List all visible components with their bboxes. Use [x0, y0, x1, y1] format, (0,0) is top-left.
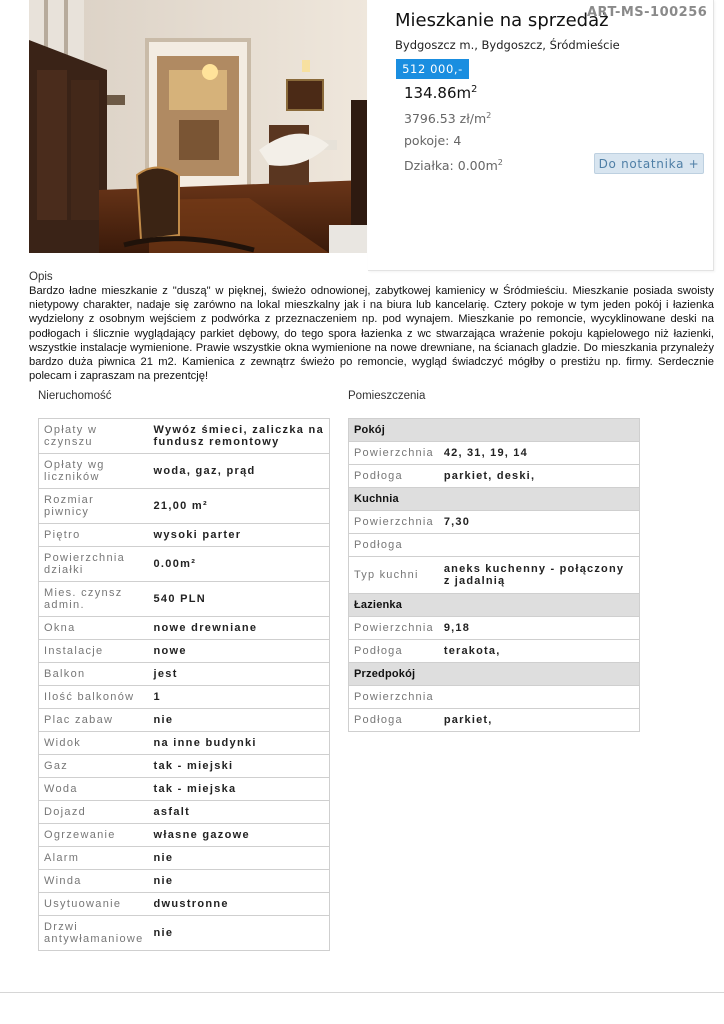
room-key: Powierzchnia [349, 686, 439, 709]
property-row [39, 824, 330, 847]
room-group-name: Przedpokój [349, 663, 640, 686]
property-key: Opłaty wg liczników [39, 454, 149, 489]
property-value: nie [149, 870, 330, 893]
property-key: Dojazd [39, 801, 149, 824]
room-group-header [349, 419, 640, 442]
plot-area: Działka: $0.00m^2$ [404, 157, 503, 174]
property-row [39, 686, 330, 709]
property-key: Mies. czynsz admin. [39, 582, 149, 617]
property-section-label: Nieruchomość [38, 390, 112, 402]
property-key: Usytuowanie [39, 893, 149, 916]
room-value: 9,18 [439, 617, 640, 640]
property-key: Opłaty w czynszu [39, 419, 149, 454]
property-key: Powierzchnia działki [39, 547, 149, 582]
property-value: 21,00 m² [149, 489, 330, 524]
room-key: Powierzchnia [349, 511, 439, 534]
rooms-section-label: Pomieszczenia [348, 390, 426, 402]
rooms-count: pokoje: 4 [404, 133, 462, 148]
property-row [39, 893, 330, 916]
property-row [39, 454, 330, 489]
property-value: dwustronne [149, 893, 330, 916]
property-row [39, 916, 330, 951]
property-key: Alarm [39, 847, 149, 870]
property-key: Piętro [39, 524, 149, 547]
room-value [439, 534, 640, 557]
property-value: własne gazowe [149, 824, 330, 847]
room-value: parkiet, [439, 709, 640, 732]
room-key: Typ kuchni [349, 557, 439, 594]
listing-location: Bydgoszcz m., Bydgoszcz, Śródmieście [395, 38, 620, 52]
property-row [39, 755, 330, 778]
property-row [39, 489, 330, 524]
property-row [39, 801, 330, 824]
property-key: Gaz [39, 755, 149, 778]
property-row [39, 847, 330, 870]
room-row [349, 709, 640, 732]
room-row [349, 617, 640, 640]
property-key: Woda [39, 778, 149, 801]
room-group-name: Pokój [349, 419, 640, 442]
price-per-m2: 3796.53 $zł/m^2$ [404, 110, 492, 127]
room-row [349, 534, 640, 557]
property-key: Winda [39, 870, 149, 893]
room-group-name: Kuchnia [349, 488, 640, 511]
room-key: Powierzchnia [349, 442, 439, 465]
property-key: Widok [39, 732, 149, 755]
property-value: nie [149, 916, 330, 951]
add-to-notebook-button[interactable]: Do notatnika + [594, 153, 704, 174]
room-value: 7,30 [439, 511, 640, 534]
property-key: Balkon [39, 663, 149, 686]
property-key: Rozmiar piwnicy [39, 489, 149, 524]
property-key: Ogrzewanie [39, 824, 149, 847]
description-text: Bardzo ładne mieszkanie z "duszą" w pięknej, świeżo odnowionej, zabytkowej kamienicy w Śródmieściu. Mieszkanie posiada swoisty nietypowy charakter, nadaje się zarówno na lokal mieszkalny jak i na biura lub kancelarię. Cztery pokoje w tym jeden pokój i łazienka wydzielony z osobnym wejściem z podwórka z przeznaczeniem np. pod wynajem. Mieszkanie po remoncie, wycyklinowane deski na podłogach i ślicznie wyglądający parkiet dębowy, do tego spora łazienka z wc stwarzająca wrażenie pokoju kąpielowego niż łazienki, wszystkie instalacje wymienione. Prawie wszystkie okna wymienione na nowe drewniane, na ścianach gladzie. Do mieszkania przynależy bardzo duża piwnica 21 m2. Kamienica z zewnątrz świeżo po remoncie, wygląd świadczyć mógłby o prestiżu np. firmy. Serdecznie polecam i zapraszam na prezentcję! [29, 285, 714, 383]
property-key: Drzwi antywłamaniowe [39, 916, 149, 951]
room-group-header [349, 488, 640, 511]
room-value: 42, 31, 19, 14 [439, 442, 640, 465]
room-row [349, 640, 640, 663]
room-value [439, 686, 640, 709]
property-value: jest [149, 663, 330, 686]
footer-divider [0, 992, 724, 993]
property-value: nowe [149, 640, 330, 663]
property-value: 1 [149, 686, 330, 709]
room-row [349, 442, 640, 465]
room-key: Podłoga [349, 534, 439, 557]
property-key: Instalacje [39, 640, 149, 663]
property-row [39, 582, 330, 617]
price-badge: 512 000,- [396, 59, 469, 79]
property-value: 540 PLN [149, 582, 330, 617]
property-row [39, 870, 330, 893]
room-key: Powierzchnia [349, 617, 439, 640]
property-value: wysoki parter [149, 524, 330, 547]
property-value: nie [149, 847, 330, 870]
property-row [39, 617, 330, 640]
property-row [39, 419, 330, 454]
room-row [349, 511, 640, 534]
property-details-table [38, 418, 330, 951]
listing-photo[interactable] [29, 0, 367, 253]
property-key: Ilość balkonów [39, 686, 149, 709]
property-row [39, 547, 330, 582]
property-value: Wywóz śmieci, zaliczka na fundusz remontowy [149, 419, 330, 454]
room-group-header [349, 594, 640, 617]
room-value: aneks kuchenny - połączony z jadalnią [439, 557, 640, 594]
room-row [349, 557, 640, 594]
property-row [39, 778, 330, 801]
listing-code: ART-MS-100256 [587, 5, 708, 20]
area-value: $134.86m^2$ [404, 84, 478, 102]
description-label: Opis [29, 271, 53, 283]
property-row [39, 732, 330, 755]
property-row [39, 640, 330, 663]
property-value: asfalt [149, 801, 330, 824]
property-key: Plac zabaw [39, 709, 149, 732]
room-key: Podłoga [349, 709, 439, 732]
property-row [39, 663, 330, 686]
room-value: parkiet, deski, [439, 465, 640, 488]
room-value: terakota, [439, 640, 640, 663]
property-row [39, 709, 330, 732]
room-group-name: Łazienka [349, 594, 640, 617]
property-value: 0.00m² [149, 547, 330, 582]
property-value: na inne budynki [149, 732, 330, 755]
property-value: nowe drewniane [149, 617, 330, 640]
property-value: nie [149, 709, 330, 732]
room-group-header [349, 663, 640, 686]
property-row [39, 524, 330, 547]
room-row [349, 465, 640, 488]
room-row [349, 686, 640, 709]
property-value: tak - miejski [149, 755, 330, 778]
room-key: Podłoga [349, 640, 439, 663]
property-key: Okna [39, 617, 149, 640]
room-key: Podłoga [349, 465, 439, 488]
listing-title: Mieszkanie na sprzedaż [395, 10, 609, 31]
rooms-table [348, 418, 640, 732]
property-value: tak - miejska [149, 778, 330, 801]
property-value: woda, gaz, prąd [149, 454, 330, 489]
